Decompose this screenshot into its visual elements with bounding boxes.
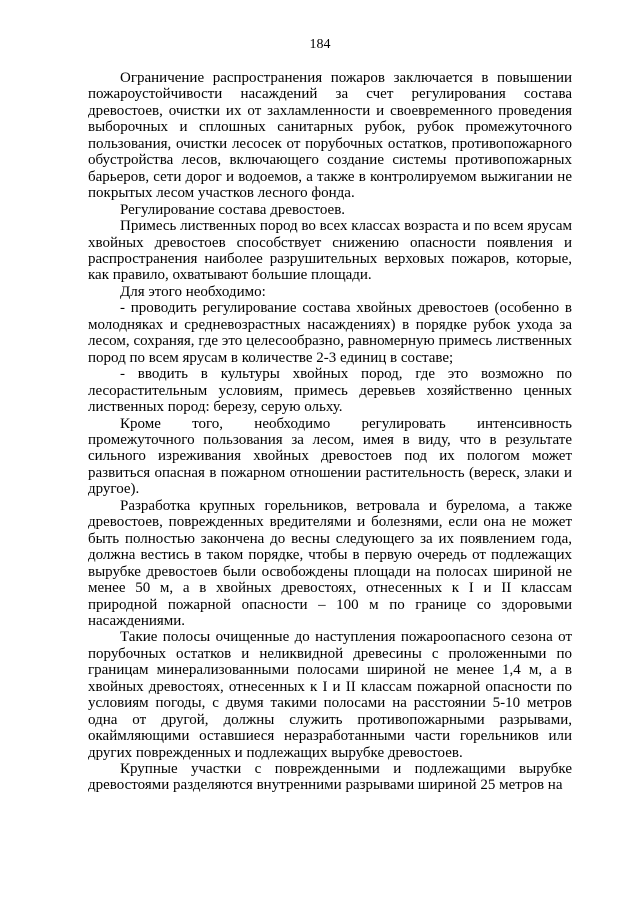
list-item-composition-regulation: - проводить регулирование состава хвойных древостоев (особенно в молодняках и средневозрастных насаждениях) в порядке рубок ухода за лесом, сохраняя, где это целесообразно, равномерную примесь лиственных пород по всем ярусам в количестве 2-3 единиц в составе; [88, 300, 572, 366]
body-text [88, 70, 572, 794]
list-item-introduce-species: - вводить в культуры хвойных пород, где это возможно по лесорастительным условиям, примесь деревьев хозяйственно ценных лиственных пород: березу, серую ольху. [88, 366, 572, 416]
paragraph-section-heading: Регулирование состава древостоев. [120, 201, 346, 218]
paragraph-intermediate-use: Кроме того, необходимо регулировать интенсивность промежуточного пользования за лесом, имея в виду, что в результате сильного изреживания хвойных древостоев под их пологом может развиться опасная в пожарном отношении растительность (вереск, злаки и другое). [88, 415, 572, 498]
page-number: 184 [309, 37, 331, 52]
paragraph-internal-breaks: Крупные участки с поврежденными и подлежащими вырубке древостоями разделяются внутренними разрывами шириной 25 метров на [88, 761, 572, 794]
paragraph-requirements-intro: Для этого необходимо: [120, 283, 266, 300]
paragraph-burned-areas: Разработка крупных горельников, ветровала и бурелома, а также древостоев, поврежденных вредителями и болезнями, если она не может быть полностью закончена до весны следующего за их появлением года, должна вестись в таком порядке, чтобы в первую очередь от подлежащих вырубке древостоев были освобождены площади на полосах шириной не менее 50 м, а в хвойных древостоях, отнесенных к I и II классам природной пожарной опасности – 100 м по границе со здоровыми насаждениями. [88, 497, 572, 629]
paragraph-fire-spread-limitation: Ограничение распространения пожаров заключается в повышении пожароустойчивости насаждений за счет регулирования состава древостоев, очистки их от захламленности и своевременного проведения выборочных и сплошных санитарных рубок, рубок промежуточного пользования, очистки лесосек от порубочных остатков, противопожарного обустройства лесов, включающего создание системы противопожарных барьеров, сети дорог и водоемов, а также в контролируемом выжигании не покрытых лесом участков лесного фонда. [88, 70, 572, 202]
paragraph-cleared-strips: Такие полосы очищенные до наступления пожароопасного сезона от порубочных остатков и неликвидной древесины с проложенными по границам минерализованными полосами шириной не менее 1,4 м, а в хвойных древостоях, отнесенных к I и II классам пожарной опасности по условиям погоды, с двумя такими полосами на расстоянии 5-10 метров одна от другой, должны служить противопожарными разрывами, окаймляющими оставшиеся неразработанными части горельников или других поврежденных и подлежащих вырубке древостоев. [88, 629, 572, 761]
paragraph-deciduous-admixture: Примесь лиственных пород во всех классах возраста и по всем ярусам хвойных древостоев способствует снижению опасности появления и распространения наиболее разрушительных верховых пожаров, которые, как правило, охватывают большие площади. [88, 218, 572, 284]
